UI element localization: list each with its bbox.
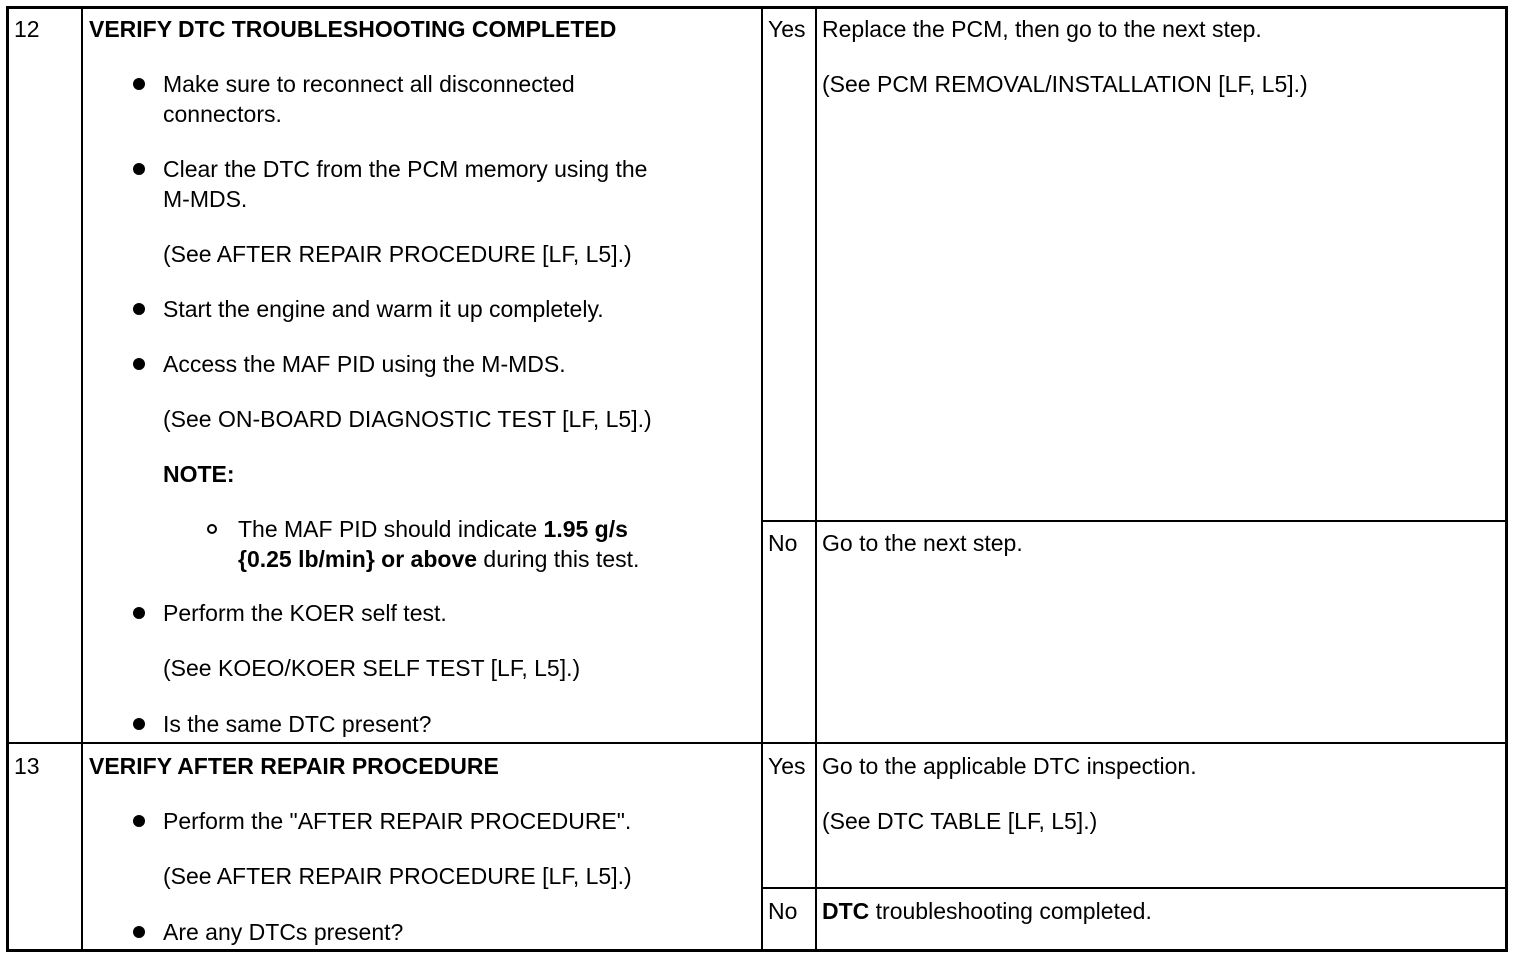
row13-no-label: No (768, 898, 798, 924)
row12-bullet-clear-dtc-cont: M-MDS. (163, 186, 248, 212)
row13-bullet-any-dtcs: Are any DTCs present? (163, 919, 404, 945)
row12-ref-after-repair: (See AFTER REPAIR PROCEDURE [LF, L5].) (163, 241, 632, 267)
row12-bullet-start-engine: Start the engine and warm it up completely. (163, 296, 604, 322)
row12-bullet-clear-dtc: Clear the DTC from the PCM memory using the (163, 156, 648, 182)
row13-yes-label: Yes (768, 753, 806, 779)
row13-bullet-perform-procedure: Perform the "AFTER REPAIR PROCEDURE". (163, 808, 632, 834)
row13-yes-no-divider (761, 887, 1508, 889)
bullet-icon (133, 78, 145, 90)
bullet-icon (133, 607, 145, 619)
bullet-icon (133, 163, 145, 175)
row12-yes-no-divider (761, 520, 1508, 522)
row12-note-heading: NOTE: (163, 461, 235, 487)
sub-bullet-icon (207, 524, 217, 534)
step-number-12: 12 (14, 16, 40, 42)
col-divider-step (81, 6, 83, 952)
bullet-icon (133, 718, 145, 730)
row12-note-maf-value: The MAF PID should indicate 1.95 g/s (238, 516, 628, 542)
bullet-icon (133, 815, 145, 827)
col-divider-result (815, 6, 817, 952)
row12-ref-onboard-test: (See ON-BOARD DIAGNOSTIC TEST [LF, L5].) (163, 406, 652, 432)
row13-no-action: DTC troubleshooting completed. (822, 898, 1152, 924)
row12-bullet-reconnect: Make sure to reconnect all disconnected (163, 71, 575, 97)
step-title-13: VERIFY AFTER REPAIR PROCEDURE (89, 753, 499, 779)
row12-yes-reference: (See PCM REMOVAL/INSTALLATION [LF, L5].) (822, 71, 1308, 97)
row12-bullet-reconnect-cont: connectors. (163, 101, 282, 127)
row12-bullet-koer: Perform the KOER self test. (163, 600, 447, 626)
bullet-icon (133, 926, 145, 938)
row12-note-maf-value-cont: {0.25 lb/min} or above during this test. (238, 546, 640, 572)
row12-ref-koeo-koer: (See KOEO/KOER SELF TEST [LF, L5].) (163, 655, 581, 681)
row12-bullet-same-dtc: Is the same DTC present? (163, 711, 432, 737)
row12-no-action: Go to the next step. (822, 530, 1023, 556)
col-divider-action (761, 6, 763, 952)
row12-bullet-access-maf: Access the MAF PID using the M-MDS. (163, 351, 566, 377)
step-title-12: VERIFY DTC TROUBLESHOOTING COMPLETED (89, 16, 617, 42)
row13-yes-reference: (See DTC TABLE [LF, L5].) (822, 808, 1098, 834)
row-divider-12-13 (6, 742, 1508, 744)
step-number-13: 13 (14, 753, 40, 779)
bullet-icon (133, 358, 145, 370)
row13-ref-after-repair: (See AFTER REPAIR PROCEDURE [LF, L5].) (163, 863, 632, 889)
row13-yes-action: Go to the applicable DTC inspection. (822, 753, 1197, 779)
row12-no-label: No (768, 530, 798, 556)
bullet-icon (133, 303, 145, 315)
row12-yes-label: Yes (768, 16, 806, 42)
row12-yes-action: Replace the PCM, then go to the next step. (822, 16, 1262, 42)
